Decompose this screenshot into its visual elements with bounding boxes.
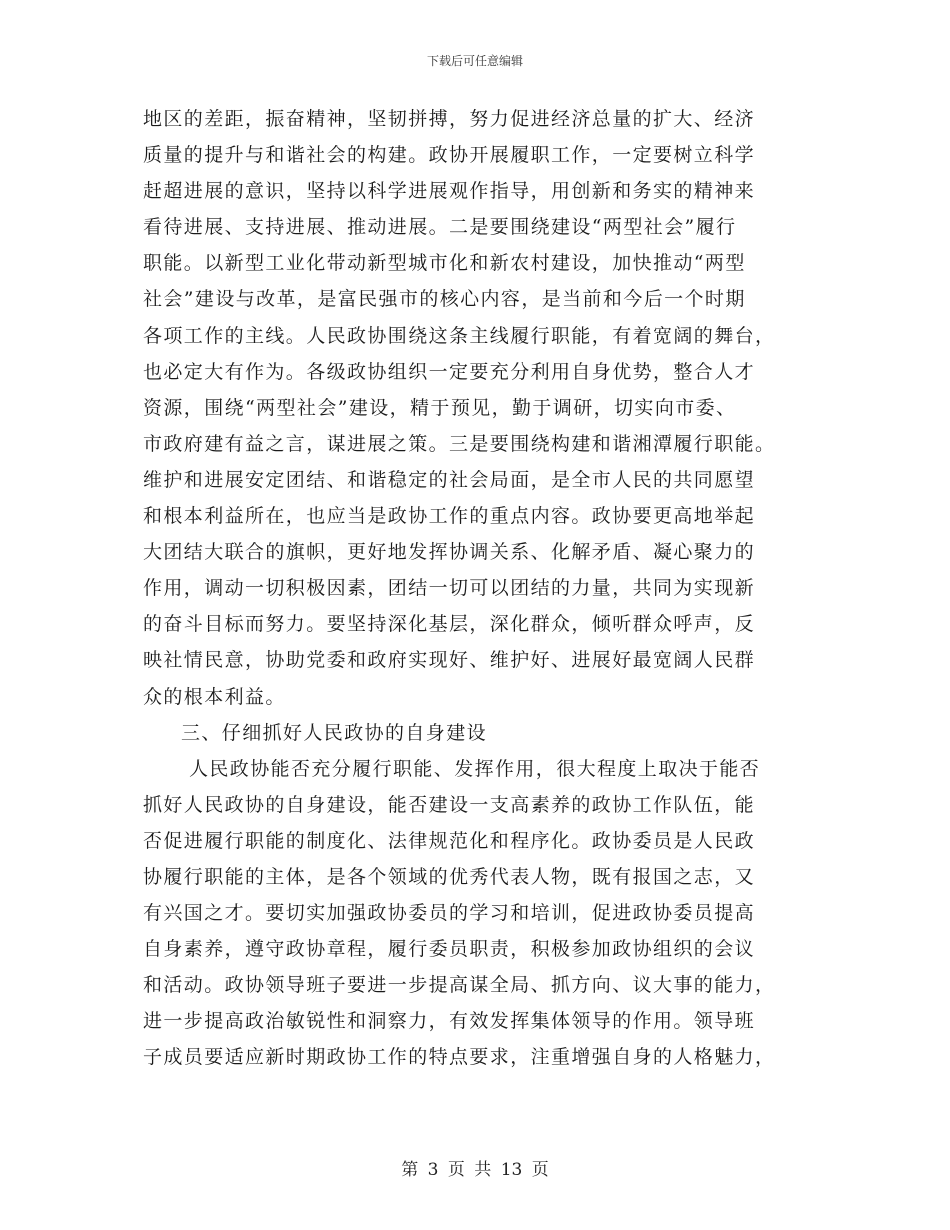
body-line: 自身素养，遵守政协章程，履行委员职责，积极参加政协组织的会议 (143, 938, 756, 961)
document-body (143, 101, 811, 1076)
body-line: 抓好人民政协的自身建设，能否建设一支高素养的政协工作队伍，能 (143, 793, 756, 816)
body-line: 看待进展、支持进展、推动进展。二是要围绕建设“两型社会”履行 (143, 216, 737, 239)
body-line: 作用，调动一切积极因素，团结一切可以团结的力量，共同为实现新 (143, 577, 756, 600)
body-line: 否促进履行职能的制度化、法律规范化和程序化。政协委员是人民政 (143, 829, 756, 852)
page-header: 下载后可任意编辑 (426, 54, 523, 68)
body-line: 协履行职能的主体，是各个领域的优秀代表人物，既有报国之志，又 (143, 865, 756, 888)
body-line: 和活动。政协领导班子要进一步提高谋全局、抓方向、议大事的能力， (143, 974, 776, 997)
section-heading: 三、仔细抓好人民政协的自身建设 (181, 721, 488, 744)
body-line: 众的根本利益。 (143, 685, 286, 708)
body-line: 地区的差距，振奋精神，坚韧拼搏，努力促进经济总量的扩大、经济 (143, 108, 756, 130)
body-line: 进一步提高政治敏锐性和洞察力，有效发挥集体领导的作用。领导班 (143, 1010, 756, 1033)
body-line: 也必定大有作为。各级政协组织一定要充分利用自身优势，整合人才 (143, 360, 756, 383)
body-line: 市政府建有益之言，谋进展之策。三是要围绕构建和谐湘潭履行职能。 (143, 432, 776, 455)
body-line: 赶超进展的意识，坚持以科学进展观作指导，用创新和务实的精神来 (143, 180, 756, 203)
page-footer: 第 3 页 共 13 页 (401, 1160, 549, 1180)
body-line: 有兴国之才。要切实加强政协委员的学习和培训，促进政协委员提高 (143, 902, 756, 925)
body-line: 资源，围绕“两型社会”建设，精于预见，勤于调研，切实向市委、 (143, 396, 737, 419)
body-line: 子成员要适应新时期政协工作的特点要求，注重增强自身的人格魅力， (143, 1046, 776, 1069)
body-line: 职能。以新型工业化带动新型城市化和新农村建设，加快推动“两型 (143, 252, 746, 275)
body-line: 映社情民意，协助党委和政府实现好、维护好、进展好最宽阔人民群 (143, 649, 756, 672)
body-line: 各项工作的主线。人民政协围绕这条主线履行职能，有着宽阔的舞台， (143, 324, 776, 347)
body-line: 社会”建设与改革，是富民强市的核心内容，是当前和今后一个时期 (143, 288, 746, 311)
body-line: 维护和进展安定团结、和谐稳定的社会局面，是全市人民的共同愿望 (143, 468, 756, 491)
body-line: 的奋斗目标而努力。要坚持深化基层，深化群众，倾听群众呼声，反 (143, 613, 756, 636)
body-line: 大团结大联合的旗帜，更好地发挥协调关系、化解矛盾、凝心聚力的 (143, 541, 756, 564)
paragraph-first-line: 人民政协能否充分履行职能、发挥作用，很大程度上取决于能否 (189, 757, 761, 780)
body-line: 质量的提升与和谐社会的构建。政协开展履职工作，一定要树立科学 (143, 144, 756, 167)
body-line: 和根本利益所在，也应当是政协工作的重点内容。政协要更高地举起 (143, 505, 756, 528)
